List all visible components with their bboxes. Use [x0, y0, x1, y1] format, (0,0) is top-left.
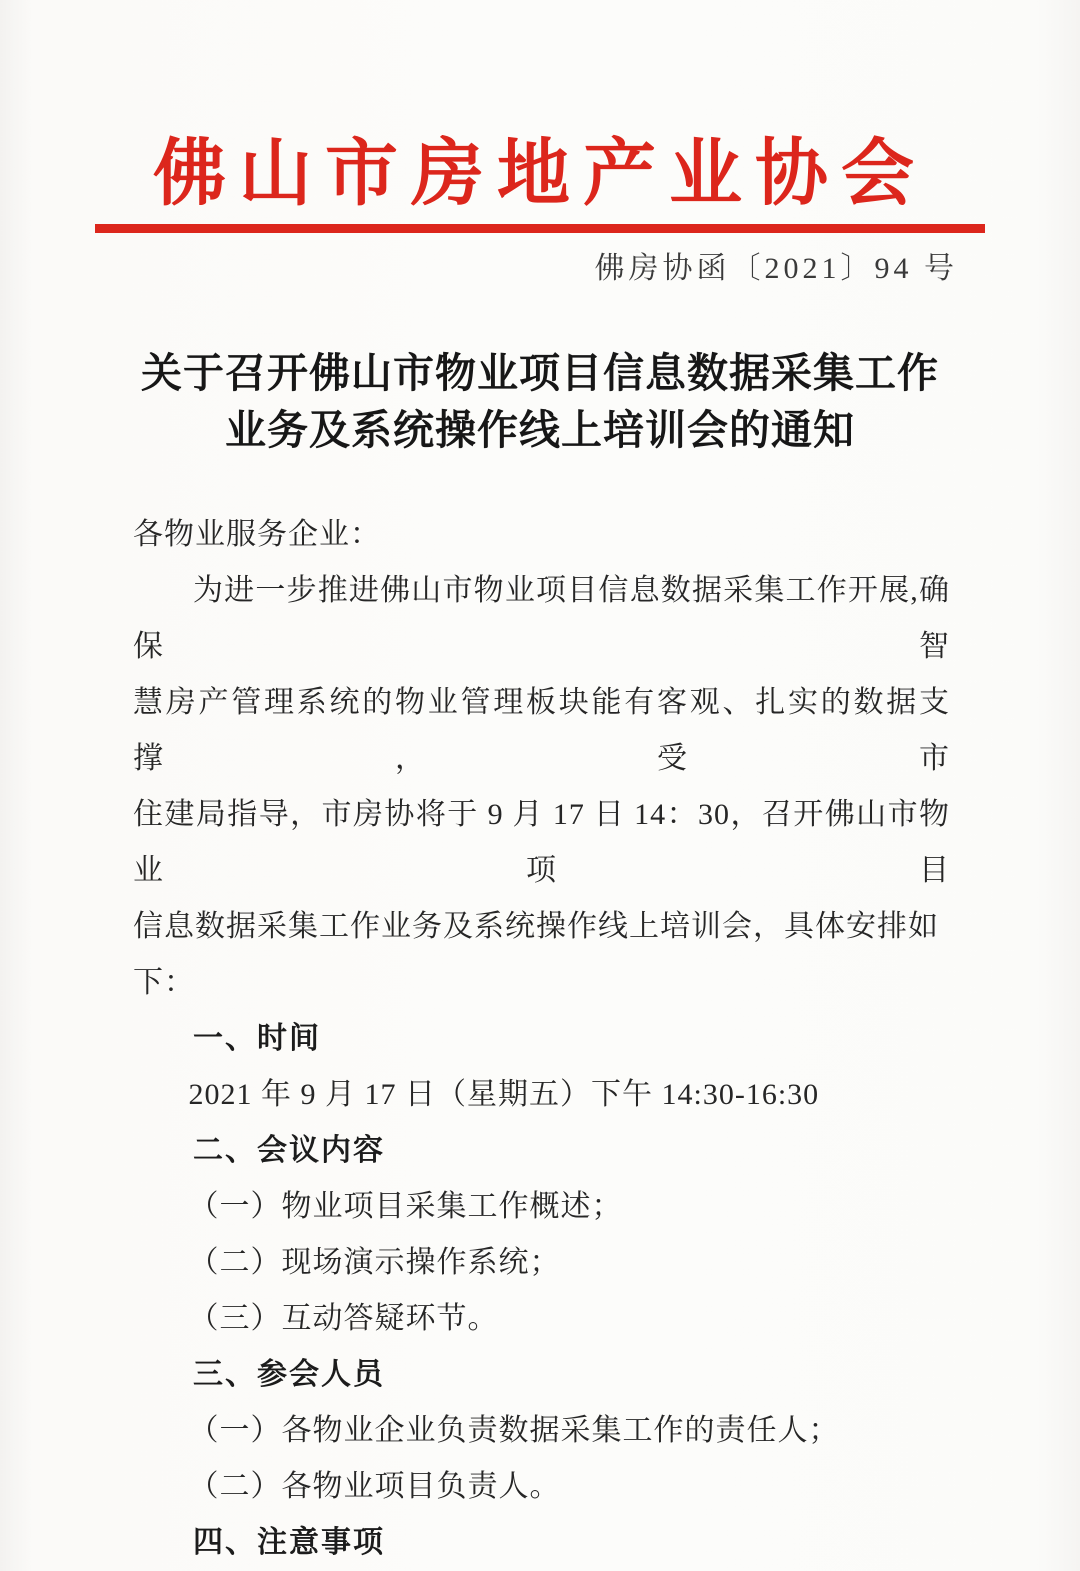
- document-body: [133, 507, 950, 1571]
- section-meeting-content: [133, 1123, 950, 1347]
- section-item: （一）物业项目采集工作概述；: [188, 1190, 623, 1223]
- intro-paragraph: [133, 563, 950, 1011]
- section-heading-participants: 三、参会人员: [193, 1358, 385, 1391]
- document-title-line-1: 关于召开佛山市物业项目信息数据采集工作: [141, 350, 939, 396]
- section-item: （二）现场演示操作系统；: [188, 1246, 561, 1279]
- intro-line: 住建局指导，市房协将于 9 月 17 日 14：30，召开佛山市物业项目: [133, 798, 950, 887]
- section-item-time-value: 2021 年 9 月 17 日（星期五）下午 14:30-16:30: [188, 1078, 820, 1111]
- intro-line: 信息数据采集工作业务及系统操作线上培训会，具体安排如下：: [133, 910, 939, 999]
- section-time: [133, 1011, 950, 1123]
- section-heading-time: 一、时间: [193, 1022, 321, 1055]
- letterhead-divider: [95, 224, 985, 233]
- section-item: （一）各物业企业负责数据采集工作的责任人；: [188, 1414, 840, 1447]
- section-heading-notes: 四、注意事项: [193, 1526, 385, 1559]
- section-heading-meeting-content: 二、会议内容: [193, 1134, 385, 1167]
- intro-line: 慧房产管理系统的物业管理板块能有客观、扎实的数据支撑，受市: [133, 686, 950, 775]
- document-title-line-2: 业务及系统操作线上培训会的通知: [225, 407, 855, 453]
- section-item: （二）各物业项目负责人。: [188, 1470, 561, 1503]
- document-number: 佛房协函〔2021〕94 号: [594, 252, 958, 285]
- section-notes: [133, 1515, 950, 1571]
- official-notice-page: [0, 130, 1080, 1559]
- document-title: [0, 345, 1080, 459]
- section-participants: [133, 1347, 950, 1515]
- intro-line: 为进一步推进佛山市物业项目信息数据采集工作开展,确保智: [133, 574, 950, 663]
- section-item: （三）互动答疑环节。: [188, 1302, 499, 1335]
- letterhead-org-name: 佛山市房地产业协会: [153, 133, 927, 214]
- salutation: 各物业服务企业：: [133, 518, 381, 551]
